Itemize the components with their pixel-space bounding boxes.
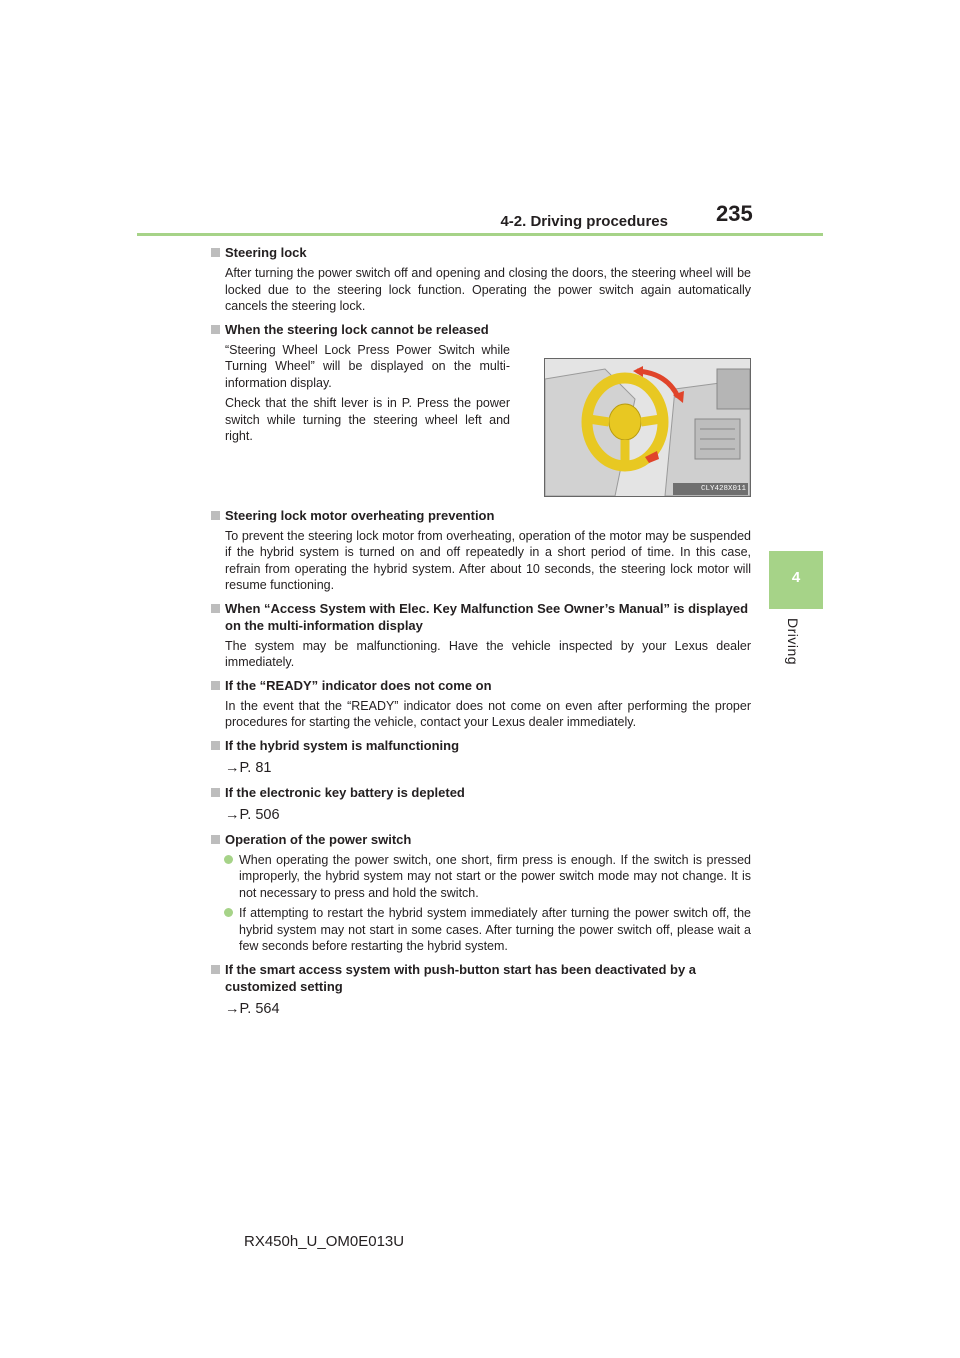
manual-code: RX450h_U_OM0E013U [244,1233,405,1250]
header-rule [137,233,823,236]
paragraph: In the event that the “READY” indicator does not come on even after performing the proper procedures for starting the vehicle, contact your Lexus dealer immediately. [225,698,751,729]
section-smart-access [211,961,751,1019]
heading-text: Steering lock motor overheating prevention [225,507,495,523]
paragraph: Check that the shift lever is in P. Press the power switch while turning the steering wheel left and right. [225,396,510,443]
section-overheating [211,507,751,594]
section-heading [211,507,751,524]
paragraph: To prevent the steering lock motor from overheating, operation of the motor may be suspended if the hybrid system is turned on and off repeatedly in a short period of time. In this case, refrain from operating the hybrid system. After about 10 seconds, the steering lock motor will resume functioning. [225,528,751,592]
section-heading [211,677,751,694]
page-reference-link[interactable]: →P. 81 [225,759,272,776]
paragraph: After turning the power switch off and opening and closing the doors, the steering wheel will be locked due to the steering lock function. Operating the power switch again automatically cancels the steering lock. [225,266,751,313]
heading-text: When “Access System with Elec. Key Malfunction See Owner’s Manual” is displayed on the multi-information display [225,600,749,633]
section-heading [211,321,751,338]
section-lock-not-released [211,321,751,497]
page-number: 235 [716,201,753,226]
bullet-text: If attempting to restart the hybrid system immediately after turning the power switch off, the hybrid system may not start in some cases. After turning the power switch off, please wait a few seconds before restarting the hybrid system. [239,906,751,953]
square-bullet-icon [211,604,220,613]
square-bullet-icon [211,965,220,974]
steering-wheel-illustration [544,358,751,497]
bullet-item [239,905,751,955]
section-heading [211,244,751,261]
paragraph: “Steering Wheel Lock Press Power Switch while Turning Wheel” will be displayed on the multi-information display. [225,342,510,390]
paragraph: The system may be malfunctioning. Have the vehicle inspected by your Lexus dealer immediately. [225,638,751,669]
round-bullet-icon [224,855,233,864]
chapter-tab [769,551,823,609]
section-heading [211,600,751,634]
bullet-item [239,852,751,902]
square-bullet-icon [211,681,220,690]
section-power-switch [211,831,751,955]
chapter-label: Driving [785,618,801,666]
square-bullet-icon [211,741,220,750]
figure-code: CLY428X011 [700,484,746,493]
heading-text: If the hybrid system is malfunctioning [225,737,460,753]
page-reference-link[interactable]: →P. 506 [225,806,280,823]
page-content [211,244,751,1025]
section-heading [211,961,751,995]
square-bullet-icon [211,325,220,334]
bullet-text: When operating the power switch, one short, firm press is enough. If the switch is pressed improperly, the hybrid system may not start or the power switch mode may not change. It is not necessary to press and hold the switch. [239,852,751,900]
section-key-battery [211,784,751,825]
round-bullet-icon [224,908,233,917]
section-title: 4-2. Driving procedures [500,213,668,230]
square-bullet-icon [211,835,220,844]
section-heading [211,737,751,754]
section-access-malfunction [211,600,751,671]
section-hybrid-malfunction [211,737,751,778]
page-reference-link[interactable]: →P. 564 [225,1000,280,1017]
heading-text: Steering lock [225,245,307,260]
section-steering-lock [211,244,751,315]
section-heading [211,831,751,848]
heading-text: If the smart access system with push-button start has been deactivated by a customized setting [225,961,697,994]
heading-text: If the electronic key battery is depleted [225,784,465,800]
heading-text: If the “READY” indicator does not come on [225,677,492,693]
section-heading [211,784,751,801]
heading-text: Operation of the power switch [225,831,412,847]
chapter-number: 4 [791,569,801,586]
section-ready-indicator [211,677,751,731]
heading-text: When the steering lock cannot be released [225,321,489,337]
text-column [225,342,510,497]
square-bullet-icon [211,788,220,797]
text-figure-row [225,342,751,497]
square-bullet-icon [211,511,220,520]
square-bullet-icon [211,248,220,257]
steering-wheel-drawing [545,359,750,496]
